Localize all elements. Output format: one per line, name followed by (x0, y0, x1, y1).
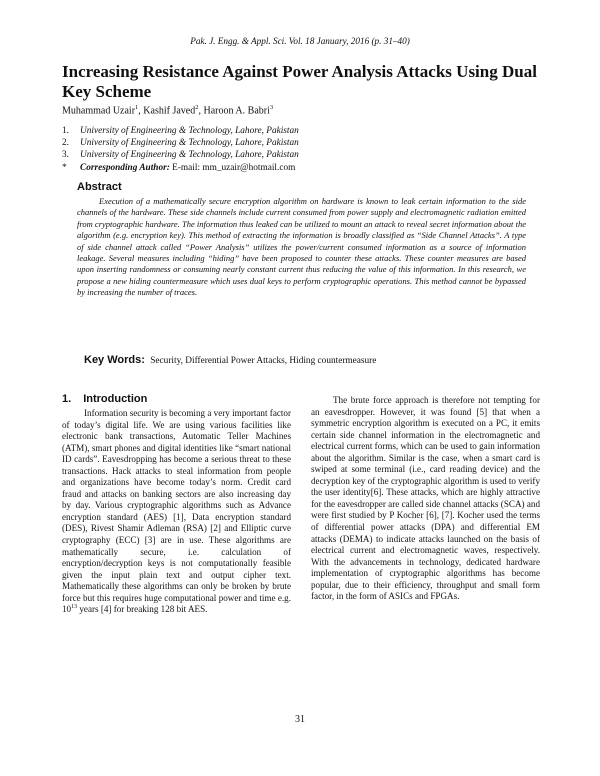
body-column-left (62, 408, 291, 616)
author-affil-mark: 1 (135, 104, 139, 111)
author-name: Kashif Javed (143, 105, 196, 117)
section-number: 1. (62, 393, 72, 405)
exponent: 13 (71, 604, 78, 611)
section-title: Introduction (83, 393, 148, 405)
affiliation-number: 3. (62, 150, 69, 161)
section-heading (62, 393, 147, 405)
abstract-text: Execution of a mathematically secure encryption algorithm on hardware is known to leak certain information to the side channels of the hardware. These side channels include current consumed from power supply and electromagnetic radiation emitted from cryptographic hardware. The information thus leaked can be utilized to mount an attack to reveal secret information about the algorithm (e.g. encryption key). This method of extracting the information is broadly classified as “Side Channel Attacks”. A type of side channel attack called “Power Analysis” utilizes the power/current consumed information as a source of information leakage. Several measures including “hiding” have been proposed to counter these attacks. These counter measures are based upon inserting randomness or consuming nearly constant current thus reducing the value of this information. In this research, we propose a new hiding countermeasure which uses dual keys to perform cryptographic operations. This method cannot be bypassed by increasing the number of traces. (77, 196, 526, 298)
paper-title: Increasing Resistance Against Power Analysis Attacks Using Dual Key Scheme (62, 62, 537, 101)
corresponding-author (62, 162, 299, 174)
author-name: Muhammad Uzair (62, 105, 136, 117)
affiliation-text: University of Engineering & Technology, Lahore, Pakistan (80, 126, 299, 136)
author-affil-mark: 3 (269, 104, 274, 111)
corresponding-email: E-mail: mm_uzair@hotmail.com (172, 162, 296, 173)
corresponding-label: Corresponding Author: (80, 162, 170, 173)
body-column-right (311, 395, 540, 603)
affiliation-list (62, 125, 299, 174)
affiliation-item (62, 125, 299, 137)
affiliation-number: 2. (62, 138, 69, 149)
journal-header: Pak. J. Engg. & Appl. Sci. Vol. 18 January, 2016 (p. 31–40) (190, 36, 410, 46)
author-list: Muhammad Uzair$^1$, Kashif Javed$^2$, Haroon A. Babri$^3$ (62, 104, 274, 117)
paragraph-text: The brute force approach is therefore not tempting for an eavesdropper. However, it was found [5] that when a symmetric encryption algorithm is executed on a PC, it emits certain side channel information in the electromagnetic and electrical current forms, which can be used to gain information about the algorithm. Similar is the case, when a smart card is swiped at some terminal (i.e., card reading device) and the decryption key of the cryptographic algorithm is used to verify the user identity[6]. These attacks, which are highly attractive for the eavesdropper are called side channel attacks (SCA) and were first studied by P Kocher [6], [7]. Kocher used the terms of differential power attacks (DPA) and differential EM attacks (DEMA) to indicate attacks launched on the basis of electrical current and electromagnetic waves, respectively. With the advancements in technology, dedicated hardware implementation of cryptographic algorithms has become popular, due to their efficiency, throughput and small form factor, in the form of ASICs and FPGAs. (311, 395, 540, 602)
affiliation-number: 1. (62, 126, 69, 136)
author-affil-mark: 2 (195, 104, 199, 111)
abstract-heading: Abstract (77, 181, 122, 193)
page-number: 31 (295, 714, 305, 725)
affiliation-item (62, 137, 299, 149)
keywords-text: Security, Differential Power Attacks, Hiding countermeasure (150, 356, 377, 366)
affiliation-item (62, 149, 299, 161)
paragraph-text: years [4] for breaking 128 bit AES. (77, 604, 208, 615)
corresponding-marker: * (62, 162, 67, 173)
author-name: Haroon A. Babri (203, 105, 270, 117)
keywords-label: Key Words: (84, 354, 145, 366)
keywords (84, 354, 376, 366)
paragraph-text: Information security is becoming a very important factor of today’s digital life. We are using various facilities like electronic bank transactions, Automatic Teller Machines (ATM), smart phones and digital identities like “smart national ID cards”. Eavesdropping has become a serious threat to these transactions. Hack attacks to steal information from people and organizations have become today’s norm. Credit card fraud and attacks on banking sectors are also increasing day by day. Various cryptographic algorithms such as Advance encryption standard (AES) [1], Data encryption standard (DES), Rivest Shamir Adleman (RSA) [2] and Elliptic curve cryptography (ECC) [3] are in use. These algorithms are mathematically secure, i.e. calculation of encryption/decryption keys is not computationally feasible given the input plain text and output cipher text. Mathematically these algorithms can only be broken by brute force but this requires huge computational power and time e.g. 10 (62, 408, 291, 615)
affiliation-text: University of Engineering & Technology, Lahore, Pakistan (80, 138, 299, 149)
affiliation-text: University of Engineering & Technology, Lahore, Pakistan (80, 150, 299, 161)
